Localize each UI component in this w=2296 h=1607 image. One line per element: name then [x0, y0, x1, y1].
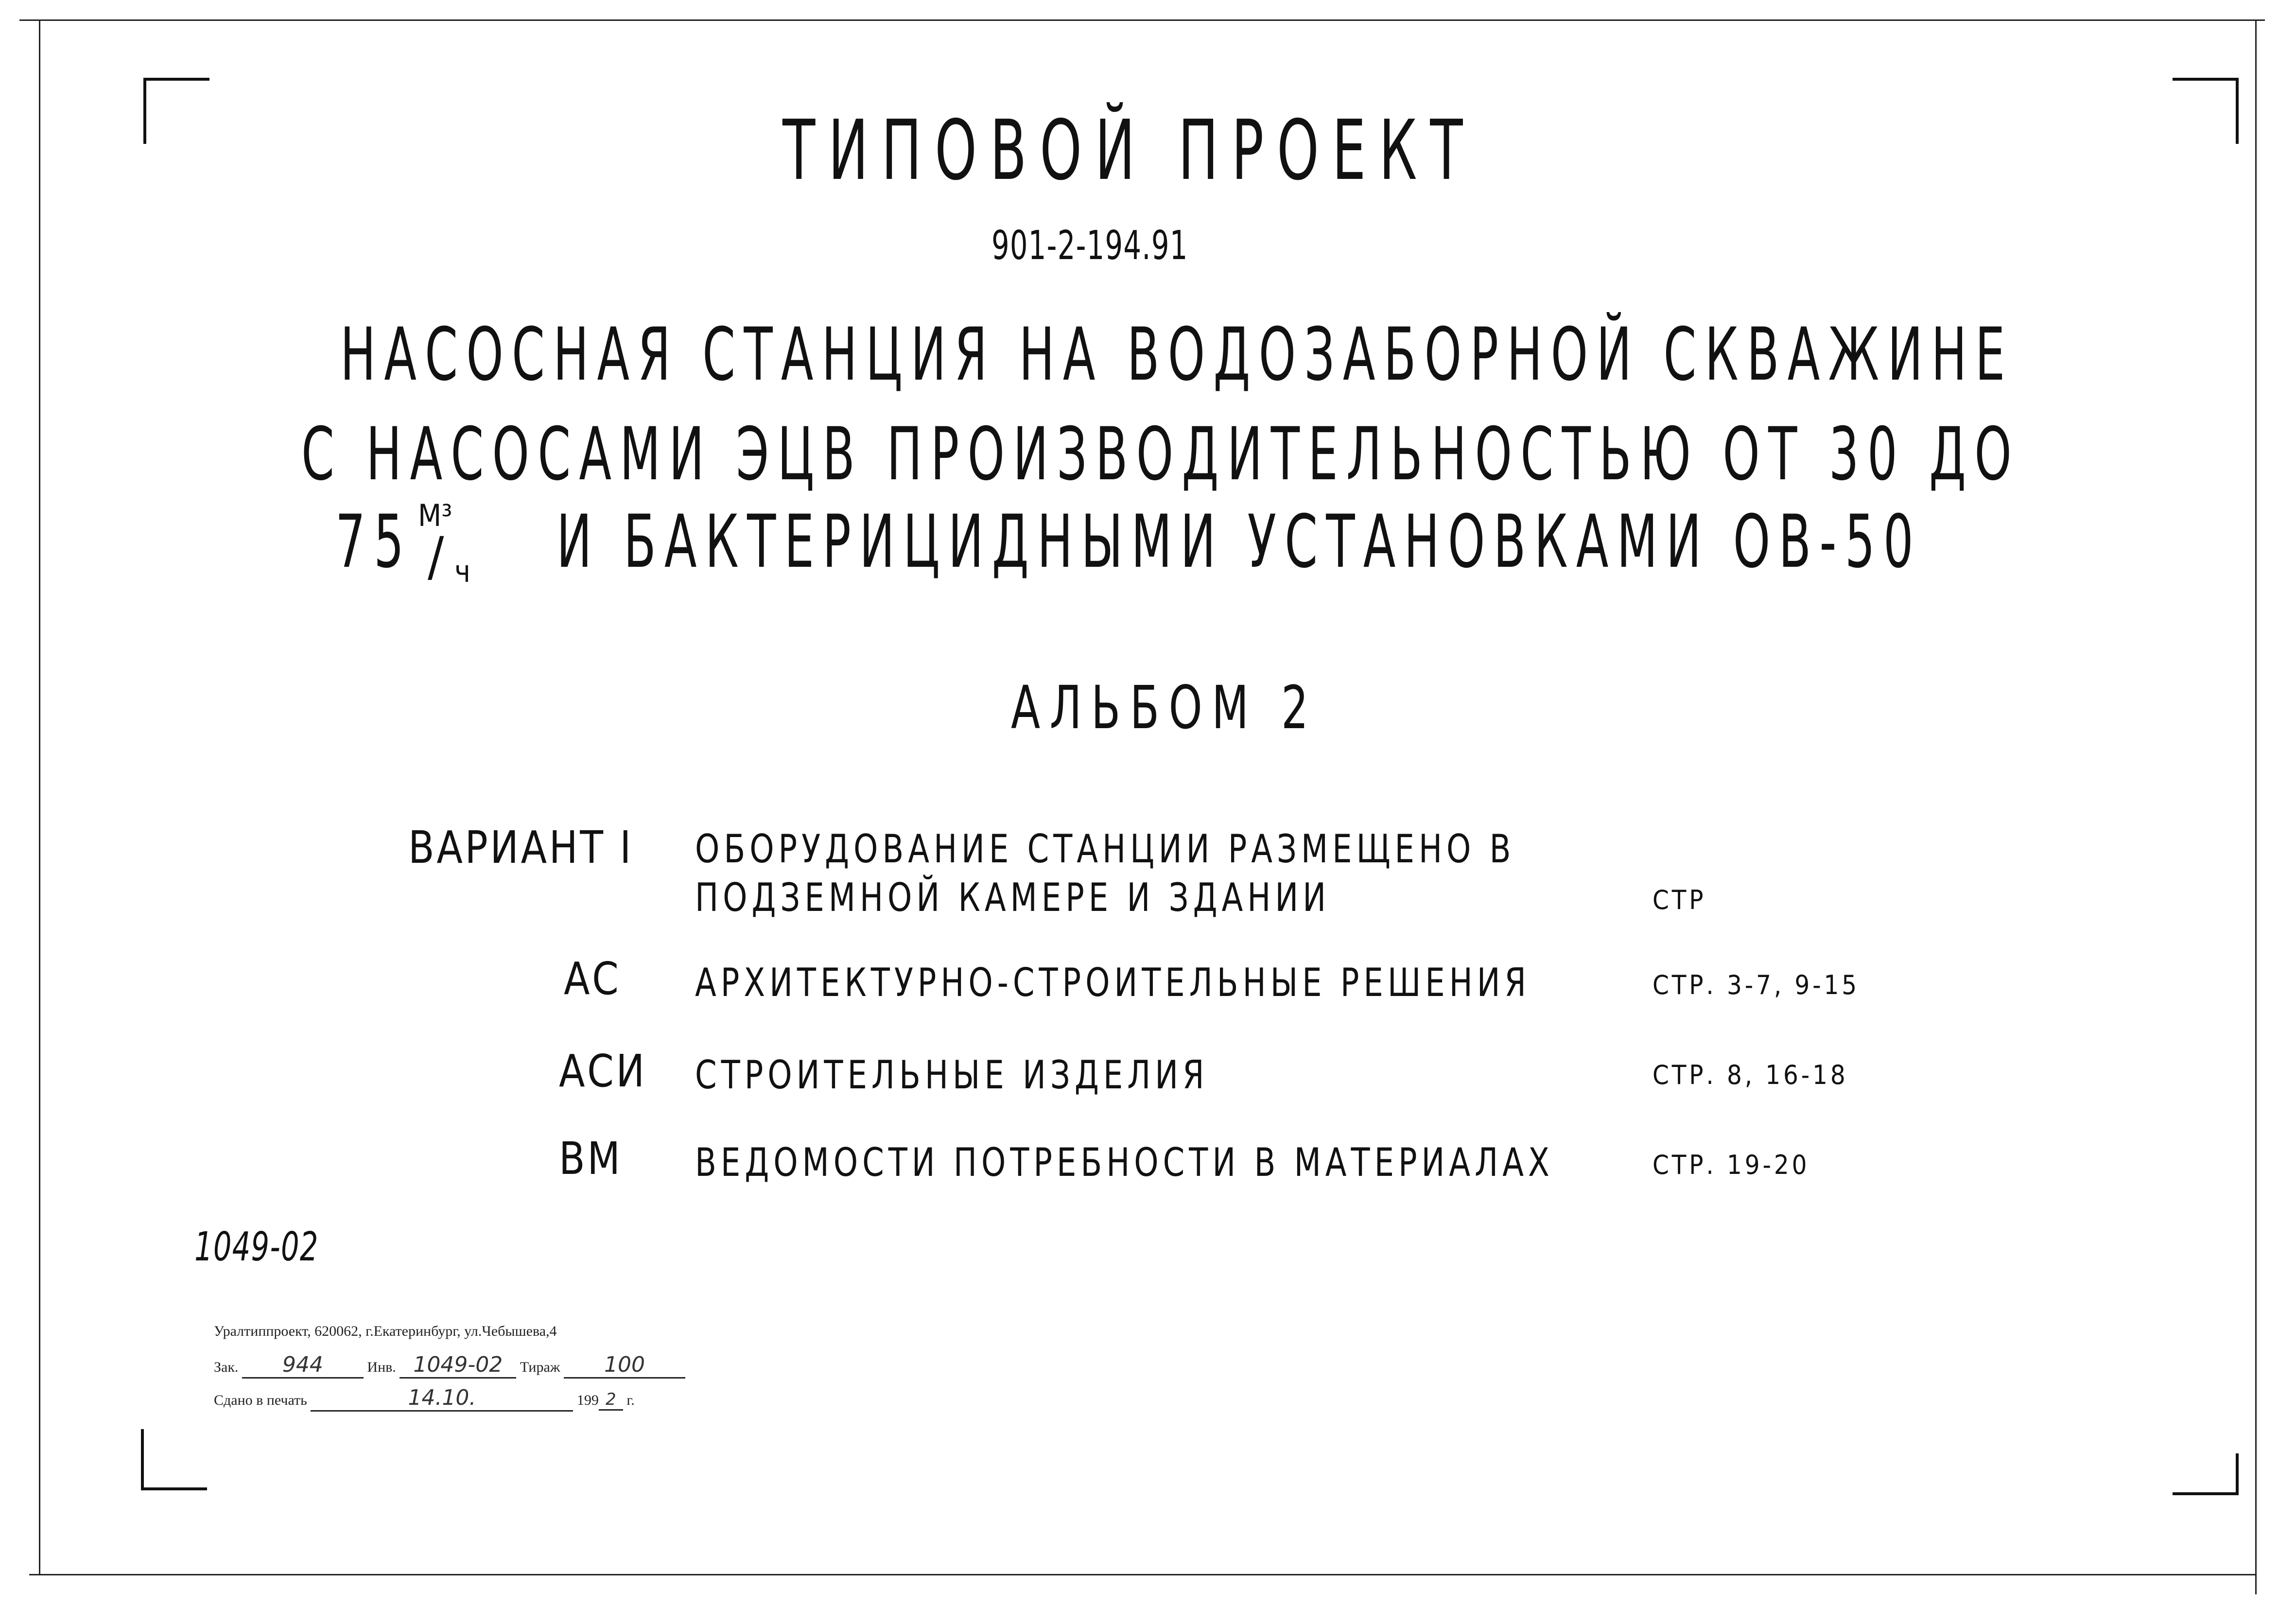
capacity-unit-denominator: ч [454, 554, 470, 589]
stamp-order-line [214, 1352, 685, 1379]
subject-line-3-rest: И БАКТЕРИЦИДНЫМИ УСТАНОВКАМИ ОВ-50 [557, 500, 1922, 584]
variant-description-line-2: ПОДЗЕМНОЙ КАМЕРЕ И ЗДАНИИ [695, 875, 1331, 920]
stamp-organization: Уралтиппроект, 620062, г.Екатеринбург, ул.Чебышева,4 [214, 1323, 557, 1339]
section-pages: СТР. 19-20 [1652, 1150, 1810, 1180]
capacity-value: 75 [335, 500, 413, 584]
variant-description-line-1: ОБОРУДОВАНИЕ СТАНЦИИ РАЗМЕЩЕНО В [695, 826, 1515, 872]
section-description: ВЕДОМОСТИ ПОТРЕБНОСТИ В МАТЕРИАЛАХ [695, 1140, 1554, 1185]
year-suffix: 2 [599, 1390, 623, 1411]
year-end: г. [626, 1392, 635, 1408]
subject-line-1: НАСОСНАЯ СТАНЦИЯ НА ВОДОЗАБОРНОЙ СКВАЖИНЕ [340, 313, 2014, 397]
inventory-label: Инв. [367, 1359, 396, 1375]
section-pages: СТР. 8, 16-18 [1652, 1060, 1848, 1090]
frame-right [2255, 19, 2257, 1594]
section-code: ВМ [559, 1133, 623, 1185]
year-prefix: 199 [576, 1392, 599, 1408]
circulation-label: Тираж [520, 1359, 560, 1375]
corner-mark-top-right [2173, 78, 2239, 144]
section-code: АС [564, 953, 621, 1005]
corner-mark-bottom-right [2173, 1453, 2239, 1495]
inventory-value: 1049-02 [400, 1352, 516, 1379]
pages-header: СТР [1652, 885, 1706, 915]
frame-left [39, 19, 40, 1575]
section-description: АРХИТЕКТУРНО-СТРОИТЕЛЬНЫЕ РЕШЕНИЯ [695, 960, 1531, 1005]
capacity-unit-numerator: М³ [418, 498, 452, 533]
capacity-unit-slash: / [428, 525, 444, 588]
section-description: СТРОИТЕЛЬНЫЕ ИЗДЕЛИЯ [695, 1052, 1209, 1098]
section-pages: СТР. 3-7, 9-15 [1652, 970, 1860, 1000]
corner-mark-bottom-left [141, 1429, 207, 1490]
frame-bottom [29, 1574, 2255, 1575]
subject-line-2: С НАСОСАМИ ЭЦВ ПРОИЗВОДИТЕЛЬНОСТЬЮ ОТ 30 ДО [301, 412, 2020, 497]
order-value: 944 [242, 1352, 364, 1379]
variant-label: ВАРИАНТ I [408, 821, 634, 873]
project-heading: ТИПОВОЙ ПРОЕКТ [783, 103, 1476, 199]
frame-top [19, 19, 2265, 21]
circulation-value: 100 [564, 1352, 685, 1379]
inventory-mark: 1049-02 [194, 1224, 319, 1270]
section-code: АСИ [559, 1045, 647, 1097]
stamp-print-date-line [214, 1385, 635, 1412]
album-title: АЛЬБОМ 2 [1011, 673, 1318, 742]
corner-mark-top-left [143, 78, 209, 144]
order-label: Зак. [214, 1359, 239, 1375]
print-date-value: 14.10. [311, 1385, 573, 1412]
project-code: 901-2-194.91 [991, 223, 1188, 269]
print-date-label: Сдано в печать [214, 1392, 307, 1408]
